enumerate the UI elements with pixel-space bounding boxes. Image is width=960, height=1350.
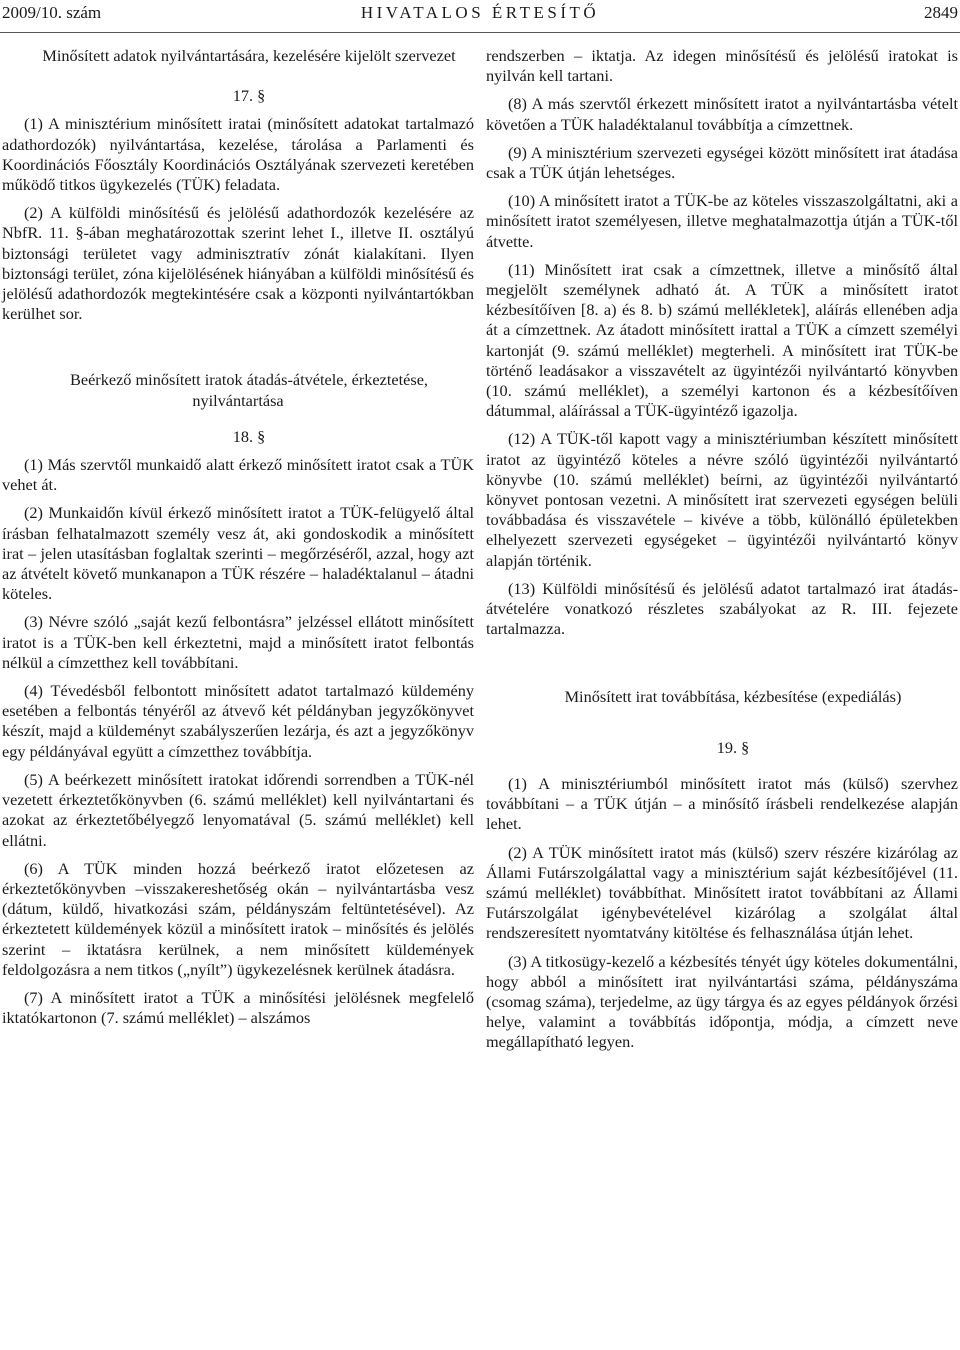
section-heading: Minősített irat továbbítása, kézbesítése (expediálás) bbox=[564, 687, 902, 707]
issue-number: 2009/10. szám bbox=[2, 3, 102, 22]
paragraph: (1) Más szervtől munkaidő alatt érkező minősített iratot csak a TÜK vehet át. bbox=[2, 455, 474, 495]
paragraph: (3) A titkosügy-kezelő a kézbesítés tényét úgy köteles dokumentálni, hogy abból a minősített irat nyilvántartási száma, példányszáma (csomag száma), terjedelme, az ügy tárgya és az egyes példányok őrzési helye, valamint a továbbítás időpontja, módja, a címzett neve megállapítható legyen. bbox=[486, 951, 958, 1052]
journal-title: HIVATALOS ÉRTESÍTŐ bbox=[360, 3, 600, 22]
paragraph: (10) A minősített iratot a TÜK-be az köteles visszaszolgáltatni, aki a minősített iratot személyesen, illetve meghatalmazottja útján a TÜK-től átvette. bbox=[486, 191, 958, 251]
left-column bbox=[2, 46, 474, 1036]
paragraph: rendszerben – iktatja. Az idegen minősítésű és jelölésű iratokat is nyilván kell tartani. bbox=[486, 46, 958, 86]
section-number: 19. § bbox=[716, 737, 750, 757]
paragraph: (2) A külföldi minősítésű és jelölésű adathordozók kezelésére az NbfR. 11. §-ában meghatározottak szerint lehet I., illetve II. osztályú biztonsági területet vagy adminisztratív zónát kialakítani. Ilyen biztonsági terület, zóna kijelölésének hiányában a külföldi minősítésű és jelölésű adathordozók megtekintésére csak a központi nyilvántartókban kerülhet sor. bbox=[2, 203, 474, 324]
paragraph: (5) A beérkezett minősített iratokat időrendi sorrendben a TÜK-nél vezetett érkeztetőkönyvben (6. számú melléklet) kell nyilvántartani és azokat az érkeztetőbélyegző lenyomatával (5. számú melléklet) kell ellátni. bbox=[2, 769, 474, 850]
section-number: 17. § bbox=[232, 86, 266, 106]
paragraph: (8) A más szervtől érkezett minősített iratot a nyilvántartásba vételt követően a TÜK haladéktalanul továbbítja a címzettnek. bbox=[486, 94, 958, 134]
paragraph: (13) Külföldi minősítésű és jelölésű adatot tartalmazó irat átadás-átvételére vonatkozó részletes szabályokat az R. III. fejezete tartalmazza. bbox=[486, 578, 958, 639]
paragraph: (6) A TÜK minden hozzá beérkező iratot előzetesen az érkeztetőkönyvben –visszakereshetőség okán – nyilvántartásba vesz (dátum, küldő, hivatkozási szám, példányszám feltüntetésével). Az érkeztetett küldemények közül a minősített iratok – minősítés és jelölés szerint – iktatásra kerülnek, a nem minősített küldemények feldolgozásra a nem titkos („nyílt”) ügykezelésnek kerülnek átadásra. bbox=[2, 858, 474, 979]
paragraph: (3) Névre szóló „saját kezű felbontásra” jelzéssel ellátott minősített iratot is a TÜK-ben kell érkeztetni, majd a minősített iratot felbontás nélkül a címzetthez kell továbbítani. bbox=[2, 612, 474, 672]
section-number: 18. § bbox=[232, 426, 266, 446]
paragraph: (4) Tévedésből felbontott minősített adatot tartalmazó küldemény esetében a felbontás tényéről az átvevő két példányban jegyzőkönyvet készít, majd a küldeményt szabályszerűen lezárja, és azt a jegyzőkönyv egy példányával együtt a címzetthez továbbítja. bbox=[2, 681, 474, 761]
paragraph: (9) A minisztérium szervezeti egységei között minősített irat átadása csak a TÜK útján lehetséges. bbox=[486, 142, 958, 183]
section-heading: Beérkező minősített iratok átadás-átvétele, érkeztetése, nyilvántartása bbox=[69, 370, 428, 410]
paragraph: (7) A minősített iratot a TÜK a minősítési jelölésnek megfelelő iktatókartonon (7. számú melléklet) – alszámos bbox=[2, 987, 474, 1028]
right-column bbox=[486, 46, 958, 1061]
paragraph: (1) A minisztérium minősített iratai (minősített adatokat tartalmazó adathordozók) nyilvántartása, kezelése, tárolása a Parlamenti és Koordinációs Főosztály Koordinációs Osztályának szervezeti keretében működő titkos ügykezelés (TÜK) feladata. bbox=[2, 114, 474, 195]
paragraph: (1) A minisztériumból minősített iratot más (külső) szervhez továbbítani – a TÜK útján – a minősítő írásbeli rendelkezése alapján lehet. bbox=[486, 773, 958, 834]
paragraph: (12) A TÜK-től kapott vagy a minisztériumban készített minősített iratot az ügyintéző köteles a névre szóló ügyintézői nyilvántartó könyvbe (10. számú melléklet) beírni, az ügyintézői nyilvántartó könyvet pontosan vezetni. A minősített irat szervezeti egységen belüli továbbadása és visszavétele – kivéve a több, különálló épületekben elhelyezett szervezeti egységeket – ügyintézői nyilvántartó könyv alapján történik. bbox=[486, 429, 958, 570]
page-number: 2849 bbox=[924, 3, 958, 22]
paragraph: (2) Munkaidőn kívül érkező minősített iratot a TÜK-felügyelő által írásban felhatalmazott személy vesz át, aki gondoskodik a minősített irat – jelen utasításban foglaltak szerinti – megőrzéséről, azzal, hogy azt az átvételt követő munkanapon a TÜK részére – haladéktalanul – átadni köteles. bbox=[2, 503, 474, 604]
section-heading: Minősített adatok nyilvántartására, kezelésére kijelölt szervezet bbox=[42, 46, 456, 65]
paragraph: (2) A TÜK minősített iratot más (külső) szerv részére kizárólag az Állami Futárszolgálattal vagy a minisztérium saját kézbesítőjével (11. számú melléklet) továbbíthat. Minősített iratot továbbítani az Állami Futárszolgálat igénybevételével kizárólag a szolgálat által rendszeresített nyomtatvány kitöltése és felhasználása útján lehet. bbox=[486, 842, 958, 943]
paragraph: (11) Minősített irat csak a címzettnek, illetve a minősítő által megjelölt személynek adható át. A TÜK a minősített iratot kézbesítőíven [8. a) és 8. b) számú mellékletek], aláírás ellenében adja át a címzettnek. Az átadott minősített irattal a TÜK a címzett személyi kartonját (9. számú melléklet) megterheli. A minősített irat TÜK-be történő leadásakor a visszavételt az ügyintézői nyilvántartó könyvben (10. számú melléklet), a személyi kartonon és a kézbesítőíven dátummal, aláírással a TÜK-ügyintéző igazolja. bbox=[486, 259, 958, 421]
page-header bbox=[0, 0, 960, 33]
